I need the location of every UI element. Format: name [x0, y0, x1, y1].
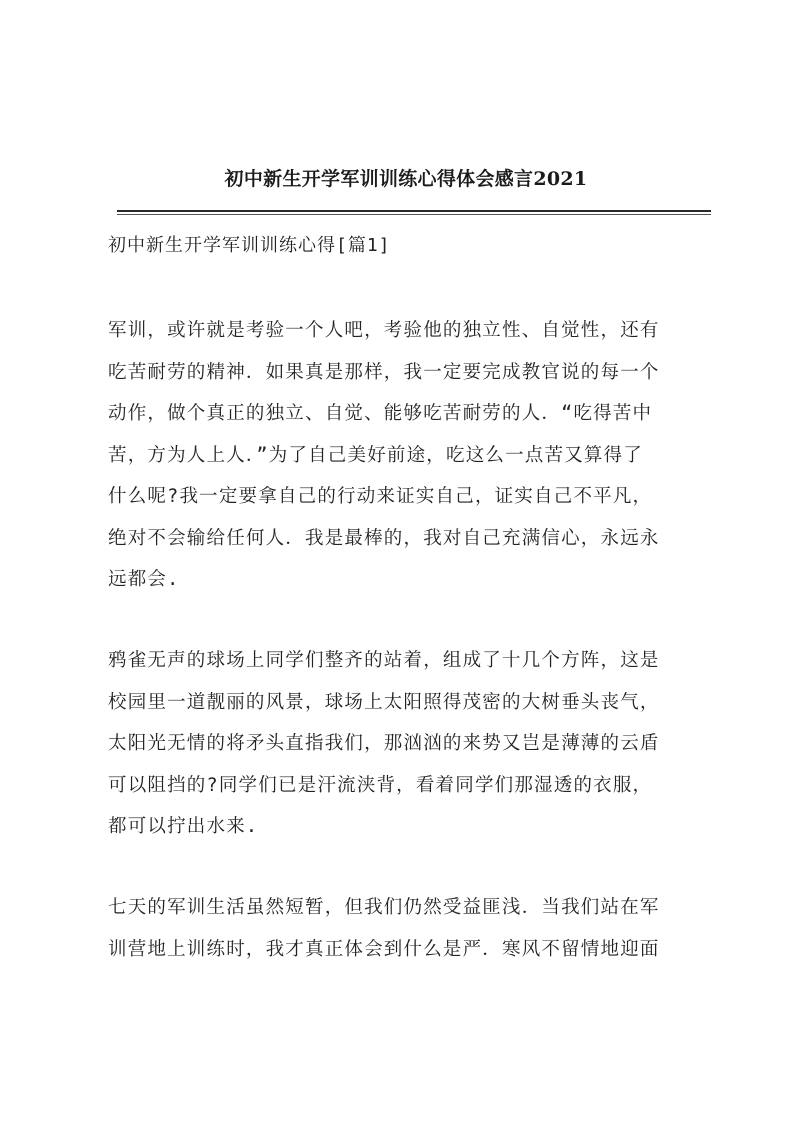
paragraph-line: 吃苦耐劳的精神．如果真是那样，我一定要完成教官说的每一个: [108, 361, 660, 383]
section-heading: 初中新生开学军训训练心得[篇1]: [108, 235, 391, 256]
paragraph-3: [108, 887, 718, 970]
paragraph-line: 七天的军训生活虽然短暂，但我们仍然受益匪浅．当我们站在军: [108, 897, 660, 918]
paragraph-line: 可以阻挡的?同学们已是汗流浃背，看着同学们那湿透的衣服，: [108, 774, 653, 796]
paragraph-line: 苦，方为人上人．”为了自己美好前途，吃这么一点苦又算得了: [108, 444, 643, 466]
page-title: 初中新生开学军训训练心得体会感言2021: [224, 168, 588, 190]
paragraph-line: 鸦雀无声的球场上同学们整齐的站着，组成了十几个方阵，这是: [108, 650, 660, 671]
paragraph-line: 太阳光无情的将矛头直指我们，那汹汹的来势又岂是薄薄的云盾: [108, 733, 660, 754]
paragraph-line: 训营地上训练时，我才真正体会到什么是严．寒风不留情地迎面: [108, 938, 660, 960]
paragraph-1: [108, 310, 718, 601]
paragraph-line: 远都会.: [108, 569, 180, 590]
paragraph-line: 动作，做个真正的独立、自觉、能够吃苦耐劳的人．“吃得苦中: [108, 403, 653, 424]
paragraph-line: 都可以拧出水来.: [108, 816, 259, 837]
paragraph-line: 什么呢?我一定要拿自己的行动来证实自己，证实自己不平凡，: [108, 486, 653, 507]
paragraph-line: 校园里一道靓丽的风景，球场上太阳照得茂密的大树垂头丧气，: [108, 691, 660, 713]
paragraph-line: 绝对不会输给任何人．我是最棒的，我对自己充满信心，永远永: [108, 527, 660, 549]
paragraph-line: 军训，或许就是考验一个人吧，考验他的独立性、自觉性，还有: [108, 320, 660, 341]
title-divider-thin: [117, 214, 711, 215]
title-divider-thick: [117, 210, 711, 212]
paragraph-2: [108, 640, 718, 848]
